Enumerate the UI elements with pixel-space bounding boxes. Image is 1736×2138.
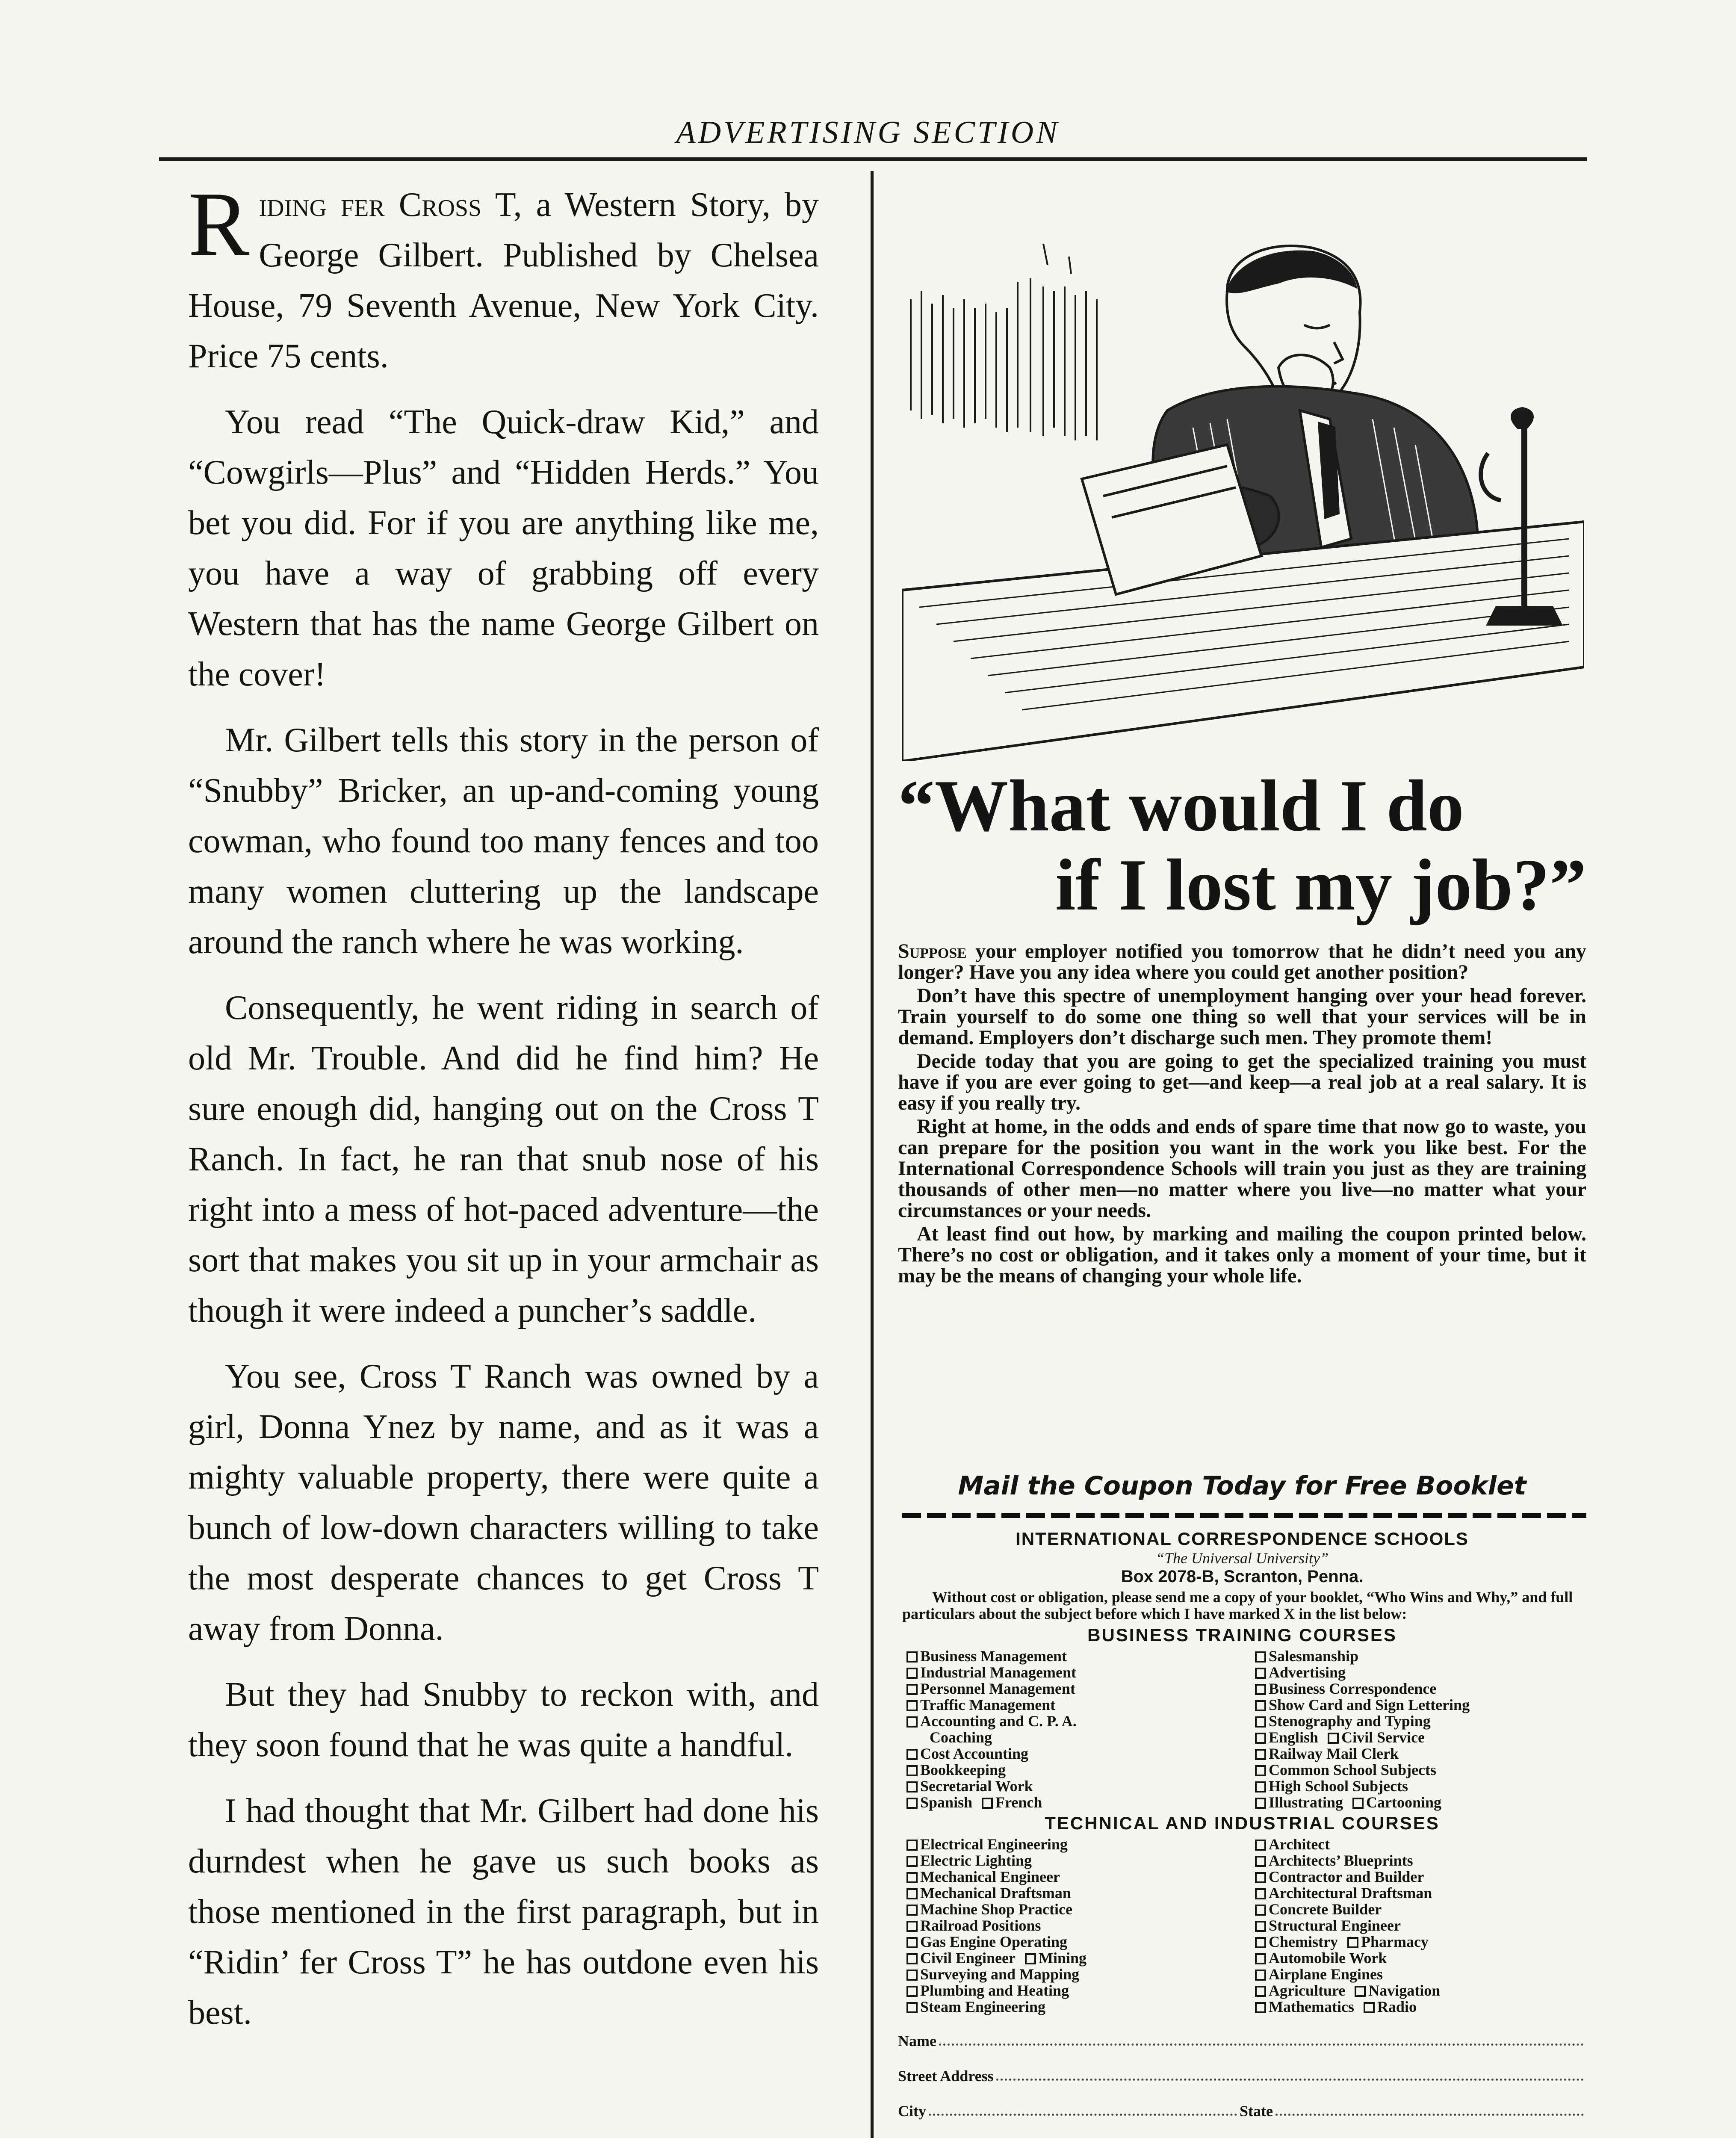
course-checkbox[interactable] xyxy=(1255,1700,1266,1711)
course-label: Spanish xyxy=(920,1794,973,1811)
course-label: Mechanical Draftsman xyxy=(920,1884,1071,1902)
course-label: Mathematics xyxy=(1269,1998,1354,2015)
book-review-column xyxy=(188,173,819,2053)
course-checkbox[interactable] xyxy=(1255,1872,1266,1883)
course-checkbox[interactable] xyxy=(906,1888,918,1899)
course-checkbox[interactable] xyxy=(1255,1905,1266,1916)
course-item xyxy=(906,1934,1238,1950)
course-item xyxy=(906,1778,1238,1794)
course-label: Electric Lighting xyxy=(920,1852,1032,1869)
course-label: Illustrating xyxy=(1269,1794,1343,1811)
course-label: High School Subjects xyxy=(1269,1778,1408,1795)
course-item xyxy=(906,1917,1238,1934)
course-label: Agriculture xyxy=(1269,1982,1346,1999)
course-label: Accounting and C. P. A. xyxy=(920,1713,1077,1730)
course-item xyxy=(1255,1869,1586,1885)
course-label: Show Card and Sign Lettering xyxy=(1269,1696,1470,1713)
course-item xyxy=(906,1901,1238,1917)
course-item xyxy=(1255,1982,1586,1999)
review-paragraph: You read “The Quick-draw Kid,” and “Cowgirls—Plus” and “Hidden Herds.” You bet you did. For if you are anything like me, you have a way of grabbing off every Western that has the name George Gilbert on the cover! xyxy=(188,403,819,693)
ad-lead-caps: Suppose xyxy=(898,940,967,963)
course-label: Structural Engineer xyxy=(1269,1917,1401,1934)
course-item xyxy=(1255,1729,1586,1745)
course-label: Plumbing and Heating xyxy=(920,1982,1069,1999)
column-divider xyxy=(871,171,874,2138)
course-label: Cartooning xyxy=(1366,1794,1442,1811)
course-checkbox[interactable] xyxy=(1255,1986,1266,1997)
course-checkbox[interactable] xyxy=(906,1700,918,1711)
course-label: Architectural Draftsman xyxy=(1269,1884,1432,1902)
course-checkbox[interactable] xyxy=(1255,1749,1266,1760)
course-label: Business Management xyxy=(920,1648,1067,1665)
course-checkbox[interactable] xyxy=(1364,2002,1375,2013)
course-checkbox[interactable] xyxy=(1328,1733,1339,1744)
review-paragraph: Consequently, he went riding in search of old Mr. Trouble. And did he find him? He sure enough did, hanging out on the Cross T Ranch. In fact, he ran that snub nose of his right into a mess of hot-paced adventure—the sort that makes you sit up in your armchair as though it were indeed a puncher’s saddle. xyxy=(188,989,819,1329)
review-paragraph xyxy=(188,173,819,381)
course-checkbox[interactable] xyxy=(1255,1937,1266,1948)
course-item xyxy=(906,1852,1238,1869)
course-item xyxy=(906,1885,1238,1901)
course-checkbox[interactable] xyxy=(1255,1781,1266,1792)
course-label: Personnel Management xyxy=(920,1680,1075,1697)
course-label: Chemistry xyxy=(1269,1933,1338,1950)
course-item xyxy=(1255,1648,1586,1664)
course-label: Industrial Management xyxy=(920,1664,1077,1681)
mail-coupon-line: Mail the Coupon Today for Free Booklet xyxy=(958,1471,1526,1501)
course-checkbox[interactable] xyxy=(906,1668,918,1679)
lead-words: iding fer xyxy=(259,186,385,224)
course-checkbox[interactable] xyxy=(906,1953,918,1964)
name-field[interactable] xyxy=(898,2032,1586,2050)
drop-cap: R xyxy=(188,173,250,275)
course-checkbox[interactable] xyxy=(906,1749,918,1760)
course-label: Advertising xyxy=(1269,1664,1346,1681)
street-line[interactable] xyxy=(996,2067,1584,2081)
course-item xyxy=(906,1745,1238,1762)
course-item xyxy=(906,1664,1238,1680)
business-courses xyxy=(906,1648,1586,1810)
course-checkbox[interactable] xyxy=(906,1856,918,1867)
course-label: Railroad Positions xyxy=(920,1917,1041,1934)
course-label: Coaching xyxy=(906,1729,992,1746)
course-label: Architects’ Blueprints xyxy=(1269,1852,1413,1869)
course-item xyxy=(906,1648,1238,1664)
business-courses-heading: BUSINESS TRAINING COURSES xyxy=(1087,1625,1397,1645)
course-label: Cost Accounting xyxy=(920,1745,1029,1762)
business-courses-left xyxy=(906,1648,1238,1810)
city-label: City xyxy=(898,2103,926,2120)
course-label: Radio xyxy=(1377,1998,1417,2015)
course-label: Civil Engineer xyxy=(920,1949,1016,1967)
course-checkbox[interactable] xyxy=(906,1765,918,1776)
course-checkbox[interactable] xyxy=(906,1872,918,1883)
coupon-instructions: Without cost or obligation, please send me a copy of your booklet, “Who Wins and Why,” and full particulars about the subject before which I have marked X in the list below: xyxy=(902,1589,1573,1622)
course-item xyxy=(906,1966,1238,1982)
course-item xyxy=(1255,1852,1586,1869)
city-state-field[interactable] xyxy=(898,2102,1586,2120)
ad-paragraph: Decide today that you are going to get the specialized training you must have if you are ever going to get—and keep—a real job at a real salary. It is easy if you really try. xyxy=(898,1050,1586,1114)
course-item xyxy=(1255,1901,1586,1917)
course-checkbox[interactable] xyxy=(982,1798,993,1809)
course-checkbox[interactable] xyxy=(1255,1921,1266,1932)
course-item xyxy=(906,1697,1238,1713)
ad-paragraph: Right at home, in the odds and ends of spare time that now go to waste, you can prepare for the position you want in the work you like best. For the International Correspondence Schools will train you just as they are training thousands of other men—no matter where you live—no matter what your circumstances or your needs. xyxy=(898,1115,1586,1222)
course-checkbox[interactable] xyxy=(906,1840,918,1851)
ad-body xyxy=(898,941,1586,1289)
coupon[interactable] xyxy=(898,1529,1586,2138)
course-item xyxy=(1255,1664,1586,1680)
course-label: Common School Subjects xyxy=(1269,1761,1437,1778)
review-paragraph: You see, Cross T Ranch was owned by a girl, Donna Ynez by name, and as it was a mighty valuable property, there were quite a bunch of low-down characters willing to take the most desperate chances to get Cross T away from Donna. xyxy=(188,1358,819,1648)
lead-rest: T, a Western Story, by George Gilbert. Published by Chelsea House, 79 Seventh Avenue, New York City. Price 75 cents. xyxy=(188,186,819,375)
course-label: Airplane Engines xyxy=(1269,1966,1383,1983)
course-label: Electrical Engineering xyxy=(920,1836,1068,1853)
ad-headline-line2: if I lost my job?” xyxy=(1055,845,1586,926)
ad-headline-line1: “What would I do xyxy=(898,765,1464,847)
technical-courses-right xyxy=(1255,1836,1586,2015)
course-checkbox[interactable] xyxy=(906,1937,918,1948)
ad-paragraph: At least find out how, by marking and mailing the coupon printed below. There’s no cost or obligation, and it takes only a moment of your time, but it may be the means of changing your whole life. xyxy=(898,1223,1586,1287)
course-label: Salesmanship xyxy=(1269,1648,1359,1665)
course-item xyxy=(1255,1713,1586,1729)
street-label: Street Address xyxy=(898,2067,994,2085)
state-label: State xyxy=(1240,2103,1273,2120)
course-item xyxy=(1255,1762,1586,1778)
course-item xyxy=(906,1762,1238,1778)
course-checkbox[interactable] xyxy=(1255,1668,1266,1679)
course-label: English xyxy=(1269,1729,1319,1746)
course-checkbox[interactable] xyxy=(1255,1765,1266,1776)
state-line[interactable] xyxy=(1275,2102,1584,2116)
school-address: Box 2078-B, Scranton, Penna. xyxy=(1121,1567,1364,1586)
course-item xyxy=(1255,1745,1586,1762)
course-label: Navigation xyxy=(1368,1982,1441,1999)
ad-paragraph xyxy=(898,941,1586,983)
course-label: Contractor and Builder xyxy=(1269,1868,1424,1885)
course-item xyxy=(906,1982,1238,1999)
ad-lead-rest: your employer notified you tomorrow that he didn’t need you any longer? Have you any idea where you could get another position? xyxy=(898,940,1586,983)
course-item xyxy=(906,1836,1238,1852)
course-checkbox[interactable] xyxy=(1355,1986,1366,1997)
course-checkbox[interactable] xyxy=(1255,1684,1266,1695)
course-item xyxy=(1255,1999,1586,2015)
course-item xyxy=(906,1794,1238,1810)
technical-courses-left xyxy=(906,1836,1238,2015)
course-checkbox[interactable] xyxy=(1255,1840,1266,1851)
course-checkbox[interactable] xyxy=(1255,1970,1266,1981)
course-item xyxy=(1255,1836,1586,1852)
course-item xyxy=(906,1729,1238,1745)
course-label: Pharmacy xyxy=(1361,1933,1429,1950)
course-checkbox[interactable] xyxy=(1255,1733,1266,1744)
lead-caps: Cross xyxy=(399,186,482,224)
course-checkbox[interactable] xyxy=(1255,1651,1266,1663)
course-label: French xyxy=(995,1794,1042,1811)
course-item xyxy=(906,1680,1238,1697)
course-checkbox[interactable] xyxy=(1255,1856,1266,1867)
section-header: ADVERTISING SECTION xyxy=(676,115,1060,150)
course-checkbox[interactable] xyxy=(1255,1953,1266,1964)
course-item xyxy=(1255,1697,1586,1713)
course-checkbox[interactable] xyxy=(906,1986,918,1997)
header-rule xyxy=(159,157,1587,161)
technical-courses-heading: TECHNICAL AND INDUSTRIAL COURSES xyxy=(1045,1813,1440,1833)
review-paragraph: Mr. Gilbert tells this story in the person of “Snubby” Bricker, an up-and-coming young cowman, who found too many fences and too many women cluttering up the landscape around the ranch where he was working. xyxy=(188,721,819,961)
course-label: Secretarial Work xyxy=(920,1778,1033,1795)
city-line[interactable] xyxy=(929,2102,1237,2116)
course-item xyxy=(1255,1885,1586,1901)
course-checkbox[interactable] xyxy=(906,2002,918,2013)
course-checkbox[interactable] xyxy=(906,1684,918,1695)
course-label: Civil Service xyxy=(1341,1729,1425,1746)
course-item xyxy=(906,1999,1238,2015)
name-line[interactable] xyxy=(939,2032,1584,2046)
street-field[interactable] xyxy=(898,2067,1586,2085)
school-name: INTERNATIONAL CORRESPONDENCE SCHOOLS xyxy=(1016,1529,1469,1549)
business-courses-right xyxy=(1255,1648,1586,1810)
course-checkbox[interactable] xyxy=(906,1905,918,1916)
course-label: Mining xyxy=(1039,1949,1087,1967)
course-checkbox[interactable] xyxy=(1352,1798,1364,1809)
course-label: Automobile Work xyxy=(1269,1949,1387,1967)
course-checkbox[interactable] xyxy=(906,1921,918,1932)
course-checkbox[interactable] xyxy=(1255,2002,1266,2013)
course-item xyxy=(1255,1966,1586,1982)
ad-paragraph: Don’t have this spectre of unemployment hanging over your head forever. Train yourself to do some one thing so well that your services will be in demand. Employers don’t discharge such men. They promote them! xyxy=(898,984,1586,1049)
course-item xyxy=(906,1713,1238,1729)
course-item xyxy=(906,1869,1238,1885)
course-item xyxy=(906,1950,1238,1966)
course-item xyxy=(1255,1680,1586,1697)
course-checkbox[interactable] xyxy=(1347,1937,1358,1948)
course-label: Traffic Management xyxy=(920,1696,1056,1713)
technical-courses xyxy=(906,1836,1586,2015)
course-label: Architect xyxy=(1269,1836,1330,1853)
course-label: Steam Engineering xyxy=(920,1998,1045,2015)
course-item xyxy=(1255,1794,1586,1810)
course-checkbox[interactable] xyxy=(1255,1798,1266,1809)
course-label: Stenography and Typing xyxy=(1269,1713,1431,1730)
coupon-cut-line xyxy=(902,1513,1586,1518)
course-item xyxy=(1255,1917,1586,1934)
course-checkbox[interactable] xyxy=(906,1798,918,1809)
course-checkbox[interactable] xyxy=(1025,1953,1036,1964)
school-motto: “The Universal University” xyxy=(1156,1550,1329,1567)
course-checkbox[interactable] xyxy=(906,1970,918,1981)
course-item xyxy=(1255,1950,1586,1966)
course-checkbox[interactable] xyxy=(1255,1888,1266,1899)
review-paragraph: But they had Snubby to reckon with, and they soon found that he was quite a handful. xyxy=(188,1676,819,1764)
course-checkbox[interactable] xyxy=(906,1781,918,1792)
course-label: Mechanical Engineer xyxy=(920,1868,1060,1885)
review-paragraph: I had thought that Mr. Gilbert had done his durndest when he gave us such books as those mentioned in the first paragraph, but in “Ridin’ fer Cross T” he has outdone even his best. xyxy=(188,1792,819,2032)
course-checkbox[interactable] xyxy=(906,1716,918,1728)
course-label: Railway Mail Clerk xyxy=(1269,1745,1399,1762)
course-label: Bookkeeping xyxy=(920,1761,1006,1778)
course-label: Concrete Builder xyxy=(1269,1901,1382,1918)
course-item xyxy=(1255,1934,1586,1950)
course-checkbox[interactable] xyxy=(1255,1716,1266,1728)
course-label: Surveying and Mapping xyxy=(920,1966,1080,1983)
course-label: Machine Shop Practice xyxy=(920,1901,1072,1918)
course-item xyxy=(1255,1778,1586,1794)
course-checkbox[interactable] xyxy=(906,1651,918,1663)
name-label: Name xyxy=(898,2032,936,2049)
course-label: Business Correspondence xyxy=(1269,1680,1437,1697)
worried-man-illustration xyxy=(902,239,1584,761)
course-label: Gas Engine Operating xyxy=(920,1933,1068,1950)
